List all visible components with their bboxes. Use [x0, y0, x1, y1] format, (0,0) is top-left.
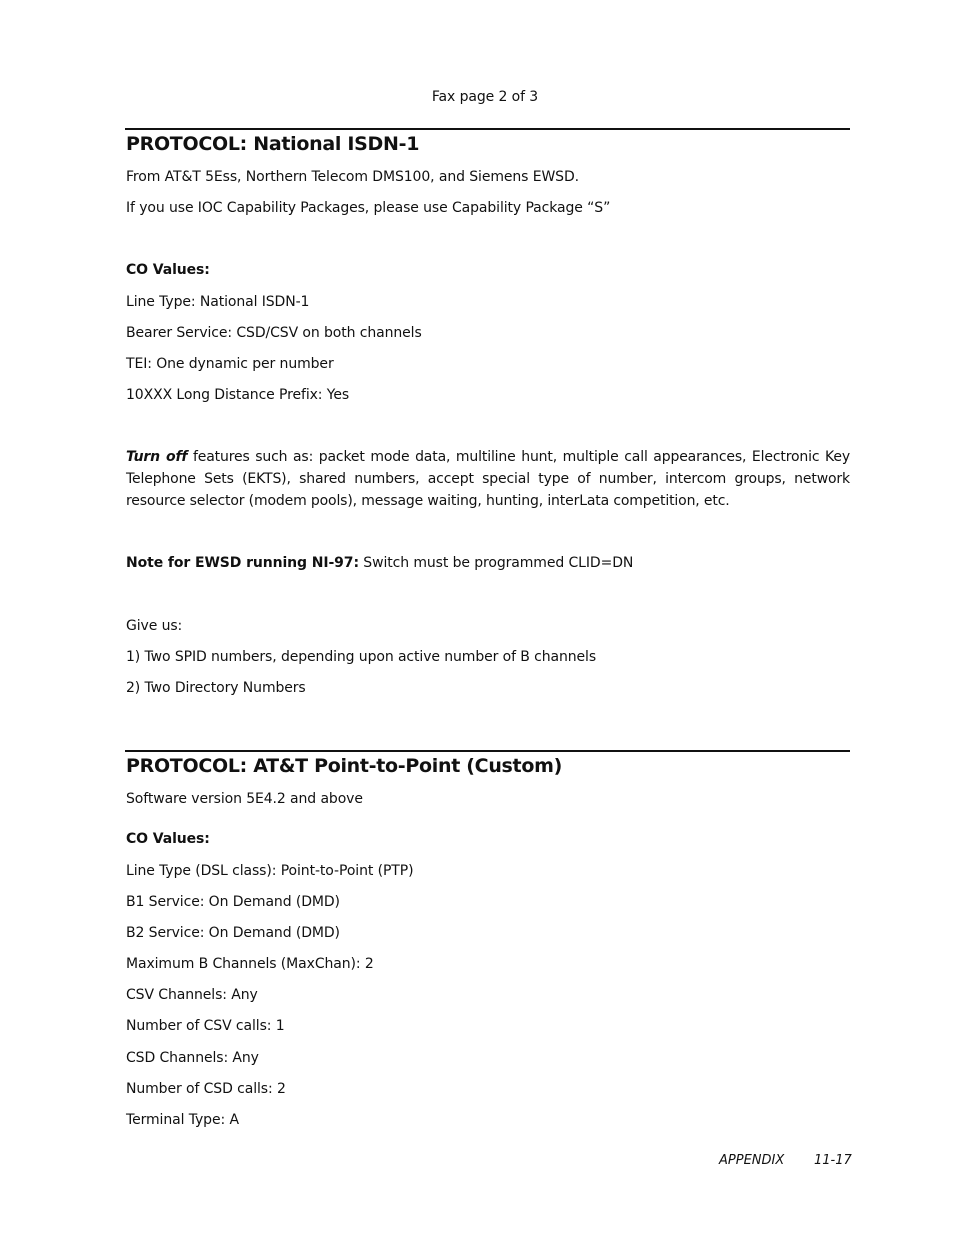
- give-us-item: 2) Two Directory Numbers: [126, 680, 306, 696]
- section1-co-values-label: CO Values:: [126, 262, 210, 278]
- turn-off-label: Turn off: [126, 449, 188, 465]
- section1-co-value-item: TEI: One dynamic per number: [126, 356, 334, 372]
- section1-co-value-item: Bearer Service: CSD/CSV on both channels: [126, 325, 422, 341]
- give-us-label: Give us:: [126, 618, 183, 634]
- section1-intro-line-2: If you use IOC Capability Packages, please use Capability Package “S”: [126, 200, 611, 216]
- section2-co-value-item: B1 Service: On Demand (DMD): [126, 894, 340, 910]
- section1-co-value-item: 10XXX Long Distance Prefix: Yes: [126, 387, 350, 403]
- section2-co-value-item: CSD Channels: Any: [126, 1050, 259, 1066]
- section-title-att-point-to-point: PROTOCOL: AT&T Point-to-Point (Custom): [126, 755, 562, 777]
- ewsd-note-label: Note for EWSD running NI-97:: [126, 555, 359, 571]
- ewsd-note-text: Switch must be programmed CLID=DN: [358, 555, 634, 571]
- fax-page-header: Fax page 2 of 3: [431, 89, 539, 105]
- footer-section-name: APPENDIX: [719, 1153, 785, 1168]
- section-title-national-isdn-1: PROTOCOL: National ISDN-1: [126, 133, 420, 155]
- section-divider: [125, 750, 850, 752]
- footer-page-number: 11-17: [814, 1153, 852, 1168]
- section2-co-value-item: Terminal Type: A: [126, 1112, 239, 1128]
- section2-co-values-label: CO Values:: [126, 831, 210, 847]
- section2-co-value-item: Line Type (DSL class): Point-to-Point (PTP): [126, 863, 414, 879]
- section2-co-value-item: Number of CSV calls: 1: [126, 1018, 285, 1034]
- give-us-item: 1) Two SPID numbers, depending upon active number of B channels: [126, 649, 597, 665]
- turn-off-features-paragraph: [126, 446, 850, 512]
- section2-co-value-item: Number of CSD calls: 2: [126, 1081, 286, 1097]
- section2-co-value-item: CSV Channels: Any: [126, 987, 258, 1003]
- turn-off-text: features such as: packet mode data, multiline hunt, multiple call appearances, Electronic Key Telephone Sets (EKTS), shared numbers, accept special type of number, intercom groups, network resource selector (modem pools), message waiting, hunting, interLata competition, etc.: [126, 449, 850, 509]
- section1-intro-line-1: From AT&T 5Ess, Northern Telecom DMS100, and Siemens EWSD.: [126, 169, 580, 185]
- section2-co-value-item: Maximum B Channels (MaxChan): 2: [126, 956, 374, 972]
- section2-intro: Software version 5E4.2 and above: [126, 791, 363, 807]
- section2-co-value-item: B2 Service: On Demand (DMD): [126, 925, 340, 941]
- section-divider: [125, 128, 850, 130]
- section1-co-value-item: Line Type: National ISDN-1: [126, 294, 310, 310]
- ewsd-note: [126, 554, 633, 572]
